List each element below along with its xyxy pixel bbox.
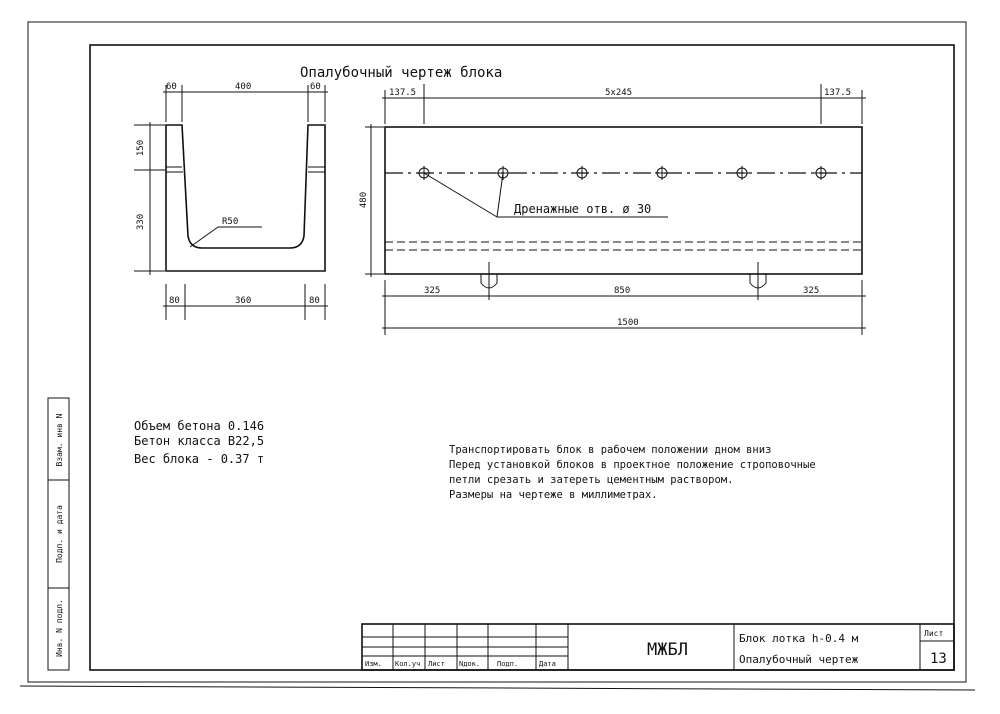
drawing-title: Опалубочный чертеж блока [300,65,503,81]
cross-section-view [134,82,328,320]
dim-wall-bottom-left: 80 [169,296,180,306]
tb-name-line1: Блок лотка h-0.4 м [739,632,859,645]
dim-wall-top-right: 60 [310,82,321,92]
dim-wall-top-left: 60 [166,82,177,92]
stamp-inv-no: Взам. инв N [55,413,64,467]
note-line: петли срезать и затереть цементным раствором. [449,474,734,486]
dim-upper-height: 150 [136,139,146,157]
side-stamp [48,398,69,670]
dim-seg-right: 325 [803,286,820,296]
tb-header-izm: Изм. [365,660,382,668]
tb-header-podp: Подп. [497,660,519,668]
tb-header-koluch: Кол.уч [395,660,421,668]
dim-left-offset: 137.5 [389,88,417,98]
dim-total-length: 1500 [617,318,639,328]
dim-radius: R50 [222,217,239,227]
tb-sheet-label: Лист [924,629,944,638]
concrete-info [134,419,264,466]
dim-inner-top: 400 [235,82,252,92]
dim-seg-left: 325 [424,286,441,296]
tb-sheet-number: 13 [930,651,947,667]
channel-profile [166,125,325,271]
outer-frame [28,22,966,682]
title-block [362,624,954,670]
notes [449,444,816,501]
concrete-class: Бетон класса В22,5 [134,434,265,448]
tb-header-ndok: Nдок. [459,660,481,668]
note-line: Перед установкой блоков в проектное положение строповочные [449,459,816,471]
inner-frame [90,45,954,670]
dim-lower-height: 330 [136,213,146,231]
block-weight: Вес блока - 0.37 т [134,452,265,466]
tb-name-line2: Опалубочный чертеж [739,653,859,666]
stamp-sign-date: Подп. и дата [55,505,64,563]
block-outline [385,127,862,274]
note-line: Транспортировать блок в рабочем положении дном вниз [449,444,772,456]
dim-inner-bottom: 360 [235,296,252,306]
dim-height: 480 [359,191,369,209]
stamp-inv-orig: Инв. N подл. [55,599,64,657]
concrete-volume: Объем бетона 0.146 [134,419,265,433]
dim-wall-bottom-right: 80 [309,296,320,306]
dim-seg-mid: 850 [614,286,631,296]
tb-header-data: Дата [539,660,556,668]
elevation-view [359,84,866,335]
dim-spacing: 5x245 [605,88,633,98]
tb-code: МЖБЛ [647,640,688,660]
page-edge-line [20,686,975,690]
drain-holes-label: Дренажные отв. ø 30 [514,202,652,216]
note-line: Размеры на чертеже в миллиметрах. [449,489,658,501]
tb-header-list: Лист [428,660,445,668]
dim-right-offset: 137.5 [824,88,852,98]
